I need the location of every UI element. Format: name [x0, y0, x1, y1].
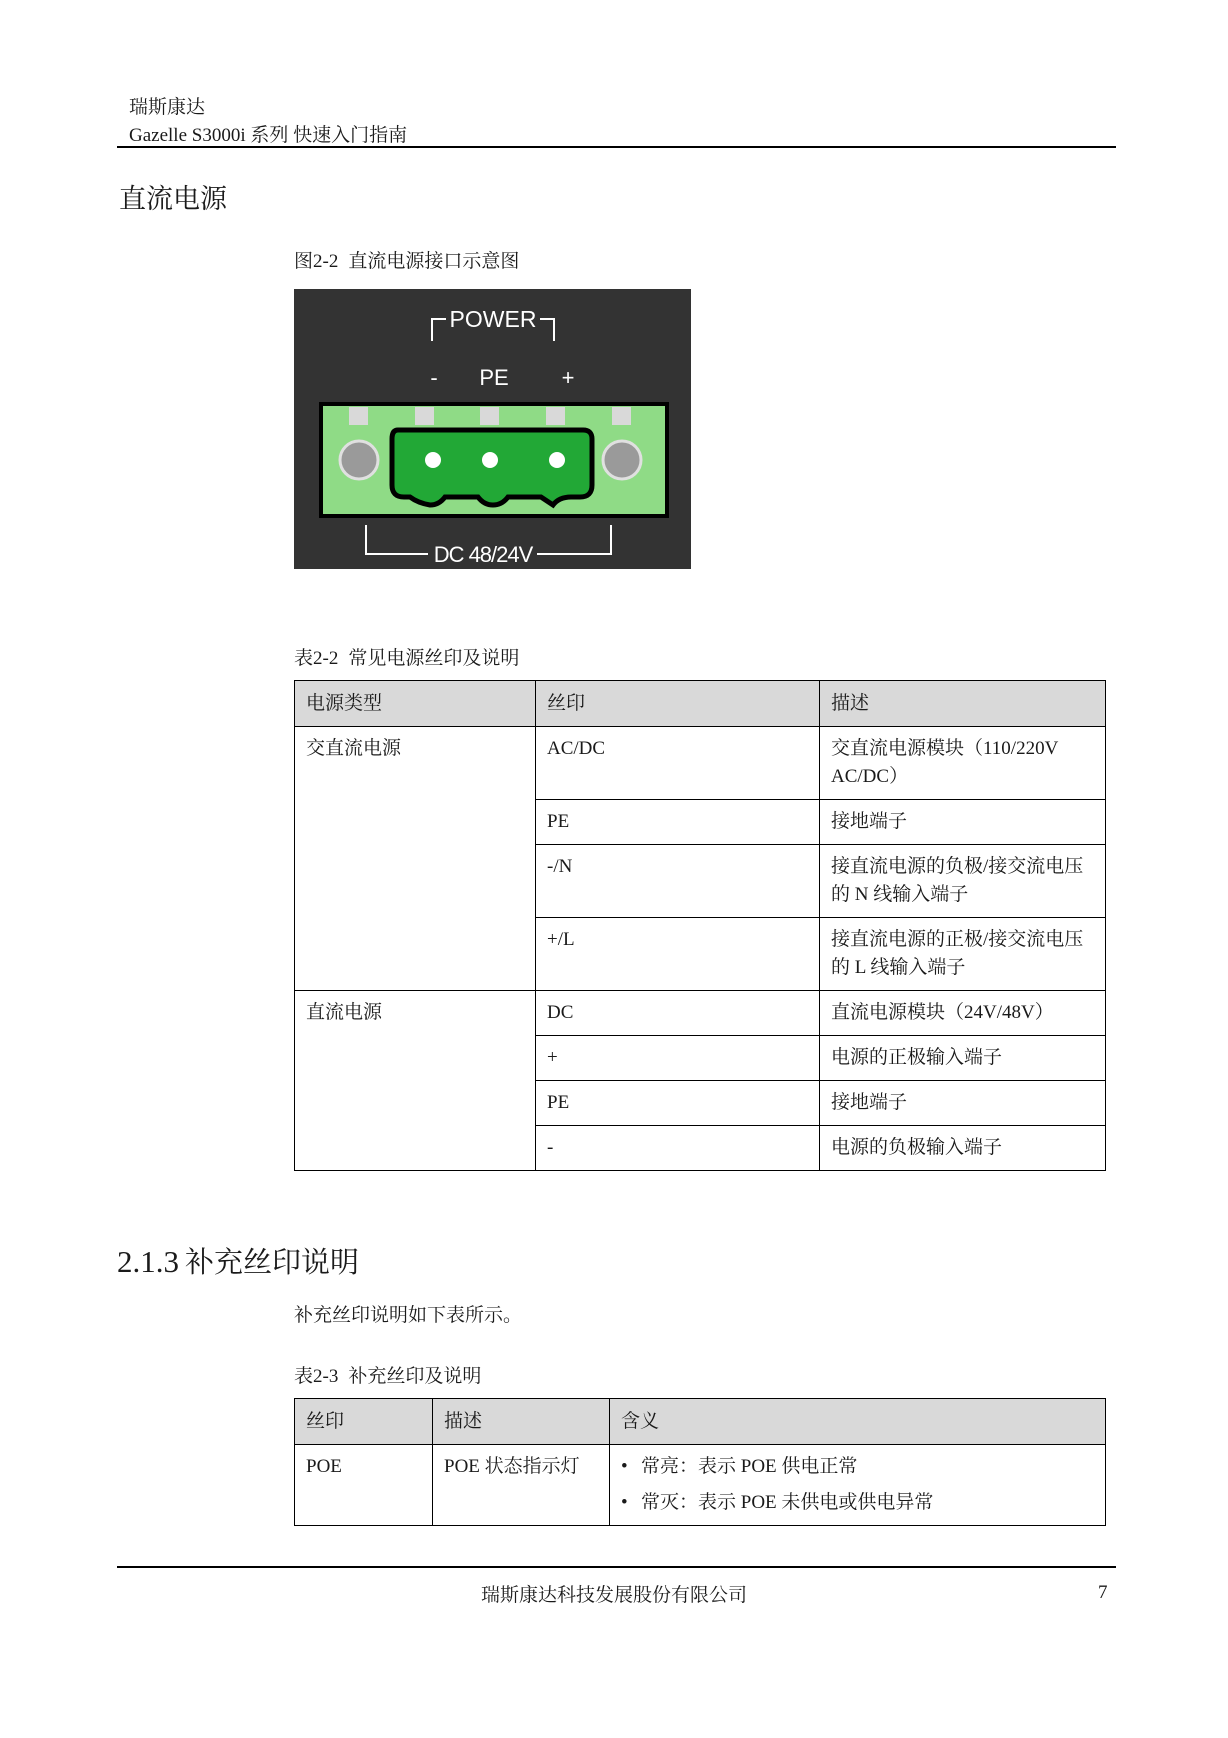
table1-caption-number: 表2-2 [294, 648, 339, 669]
subsection-heading [117, 1240, 359, 1281]
subsection-title: 补充丝印说明 [185, 1245, 360, 1279]
column-header-power-type: 电源类型 [295, 681, 536, 727]
power-type-cell: 直流电源 [295, 991, 536, 1171]
pin-label-plus: + [561, 365, 575, 390]
figure-caption [294, 246, 519, 273]
table-row [295, 1445, 1106, 1526]
description-cell: 接地端子 [820, 800, 1106, 845]
table-header-row [295, 1399, 1106, 1445]
page-number: 7 [1098, 1582, 1108, 1603]
header-doc-title: Gazelle S3000i 系列 快速入门指南 [129, 125, 408, 146]
silkscreen-cell: PE [536, 800, 820, 845]
terminal-tab [415, 407, 434, 425]
meaning-list [621, 1449, 1094, 1521]
silkscreen-cell: - [536, 1126, 820, 1171]
terminal-tab [480, 407, 499, 425]
supplementary-print-table [294, 1398, 1106, 1526]
description-cell: 直流电源模块（24V/48V） [820, 991, 1106, 1036]
subsection-intro: 补充丝印说明如下表所示。 [294, 1305, 523, 1326]
table-row [295, 991, 1106, 1036]
plug-pin-hole [482, 452, 498, 468]
terminal-tab [612, 407, 631, 425]
table1-caption [294, 643, 519, 670]
column-header-silkscreen: 丝印 [536, 681, 820, 727]
dc-voltage-label: DC 48/24V [433, 542, 533, 567]
plug-pin-hole [549, 452, 565, 468]
silkscreen-cell: + [536, 1036, 820, 1081]
power-label: POWER [449, 306, 537, 332]
header-divider [117, 146, 1116, 148]
meaning-cell [610, 1445, 1106, 1526]
silkscreen-cell: -/N [536, 845, 820, 918]
description-cell: 接直流电源的负极/接交流电压的 N 线输入端子 [820, 845, 1106, 918]
description-cell: 电源的正极输入端子 [820, 1036, 1106, 1081]
description-cell: 交直流电源模块（110/220V AC/DC） [820, 727, 1106, 800]
silkscreen-cell: AC/DC [536, 727, 820, 800]
table2-caption-text: 补充丝印及说明 [348, 1365, 482, 1387]
figure-caption-number: 图2-2 [294, 251, 339, 272]
terminal-tab [349, 407, 368, 425]
silkscreen-cell: POE [295, 1445, 433, 1526]
description-cell: 电源的负极输入端子 [820, 1126, 1106, 1171]
figure-caption-text: 直流电源接口示意图 [348, 250, 520, 272]
list-item: • 常灭：表示 POE 未供电或供电异常 [621, 1485, 1094, 1521]
silkscreen-cell: DC [536, 991, 820, 1036]
mounting-screw-right [603, 441, 641, 479]
footer-company: 瑞斯康达科技发展股份有限公司 [480, 1585, 747, 1606]
column-header-description: 描述 [820, 681, 1106, 727]
column-header-meaning: 含义 [610, 1399, 1106, 1445]
terminal-tab [546, 407, 565, 425]
silkscreen-cell: PE [536, 1081, 820, 1126]
power-type-cell: 交直流电源 [295, 727, 536, 991]
table-row [295, 727, 1106, 800]
pin-label-pe: PE [479, 365, 509, 390]
description-cell: POE 状态指示灯 [433, 1445, 610, 1526]
subsection-number: 2.1.3 [117, 1244, 179, 1279]
mounting-screw-left [340, 441, 378, 479]
table-header-row [295, 681, 1106, 727]
table2-caption-number: 表2-3 [294, 1366, 339, 1387]
header-company: 瑞斯康达 [129, 97, 206, 118]
plug-pin-hole [425, 452, 441, 468]
column-header-description: 描述 [433, 1399, 610, 1445]
power-print-table [294, 680, 1106, 1171]
table2-caption [294, 1361, 481, 1388]
list-item: • 常亮：表示 POE 供电正常 [621, 1449, 1094, 1485]
description-cell: 接地端子 [820, 1081, 1106, 1126]
table1-caption-text: 常见电源丝印及说明 [348, 647, 520, 669]
pin-label-minus: - [430, 365, 438, 390]
dc-power-connector-illustration [294, 289, 691, 569]
column-header-silkscreen: 丝印 [295, 1399, 433, 1445]
dc-power-interface-figure [294, 289, 691, 569]
description-cell: 接直流电源的正极/接交流电压的 L 线输入端子 [820, 918, 1106, 991]
silkscreen-cell: +/L [536, 918, 820, 991]
section-title: 直流电源 [119, 184, 227, 215]
footer-divider [117, 1566, 1116, 1568]
